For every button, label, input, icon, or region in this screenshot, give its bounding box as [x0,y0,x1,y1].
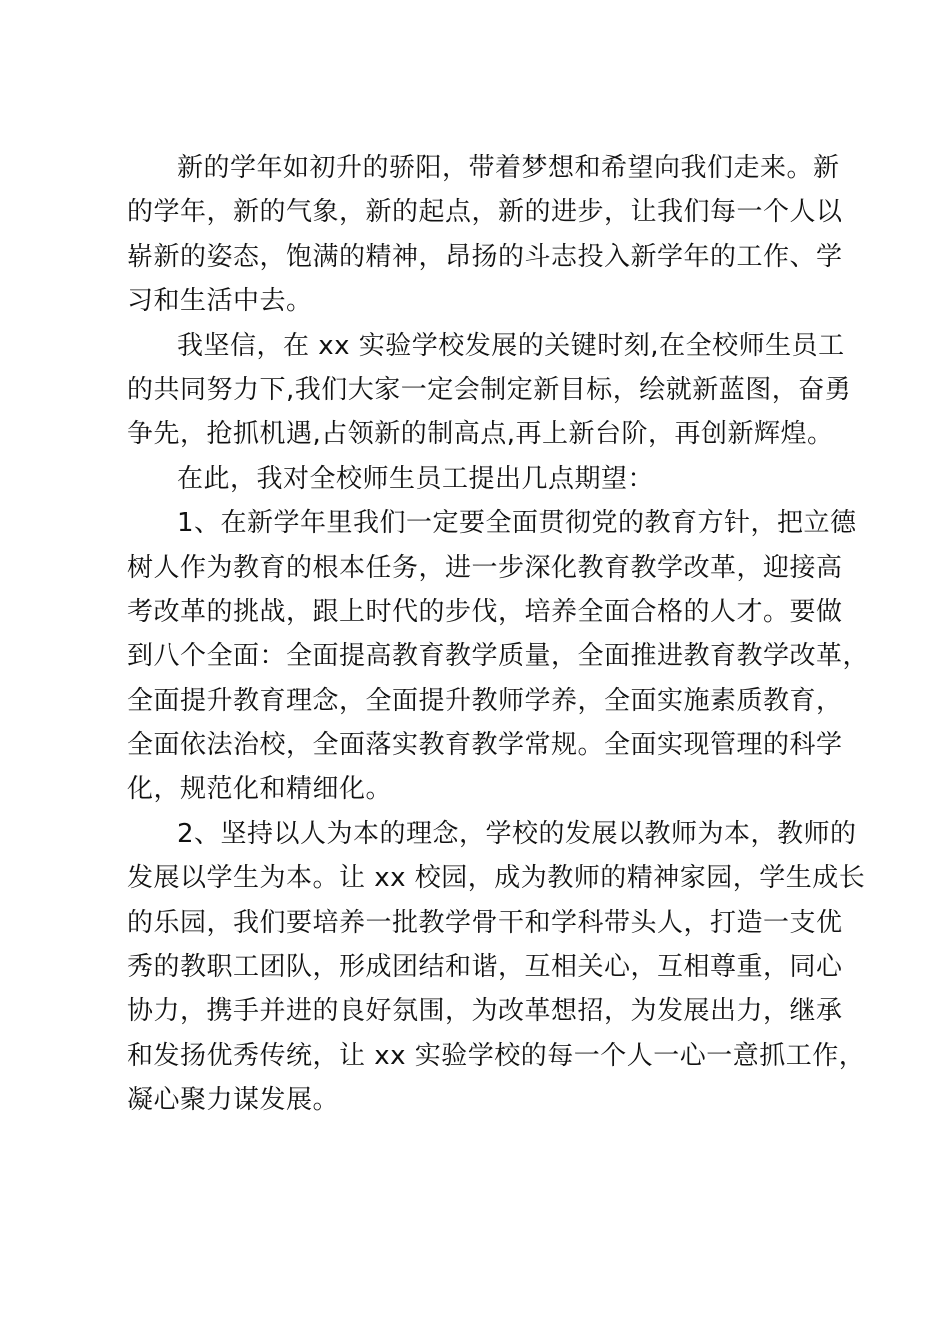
document-body [127,146,870,1123]
text-line: 秀的教职工团队，形成团结和谐，互相关心，互相尊重，同心 [127,952,843,983]
text-line: 崭新的姿态，饱满的精神，昂扬的斗志投入新学年的工作、学 [127,241,843,272]
text-line: 的乐园，我们要培养一批教学骨干和学科带头人，打造一支优 [127,907,843,938]
text-line: 新的学年如初升的骄阳，带着梦想和希望向我们走来。新 [177,153,840,183]
text-line: 1、在新学年里我们一定要全面贯彻党的教育方针，把立德 [177,508,857,539]
text-line: 考改革的挑战，跟上时代的步伐，培养全面合格的人才。要做 [127,596,843,627]
paragraph-1 [127,146,843,324]
text-line: 的共同努力下,我们大家一定会制定新目标，绘就新蓝图，奋勇 [127,374,852,405]
text-line: 全面依法治校，全面落实教育教学常规。全面实现管理的科学 [127,730,843,761]
text-line: 习和生活中去。 [127,286,313,317]
paragraph-2 [127,324,852,457]
text-line: 的学年，新的气象，新的起点，新的进步，让我们每一个人以 [127,197,843,228]
text-line: 化，规范化和精细化。 [127,774,393,805]
text-line: 争先，抢抓机遇,占领新的制高点,再上新台阶，再创新辉煌。 [127,419,834,450]
text-line: 凝心聚力谋发展。 [127,1085,340,1116]
text-line: 到八个全面：全面提高教育教学质量，全面推进教育教学改革， [127,641,870,672]
text-line: 协力，携手并进的良好氛围，为改革想招，为发展出力，继承 [127,996,843,1027]
paragraph-4 [127,501,870,812]
paragraph-3 [127,457,837,501]
text-line: 发展以学生为本。让 xx 校园，成为教师的精神家园，学生成长 [127,863,866,894]
text-line: 我坚信，在 xx 实验学校发展的关键时刻,在全校师生员工 [177,330,845,361]
text-line: 树人作为教育的根本任务，进一步深化教育教学改革，迎接高 [127,552,843,583]
text-line: 在此，我对全校师生员工提出几点期望： [177,463,655,494]
text-line: 2、坚持以人为本的理念，学校的发展以教师为本，教师的 [177,818,857,849]
text-line: 全面提升教育理念，全面提升教师学养，全面实施素质教育， [127,685,843,716]
paragraph-5 [127,812,866,1123]
text-line: 和发扬优秀传统，让 xx 实验学校的每一个人一心一意抓工作， [127,1040,866,1071]
